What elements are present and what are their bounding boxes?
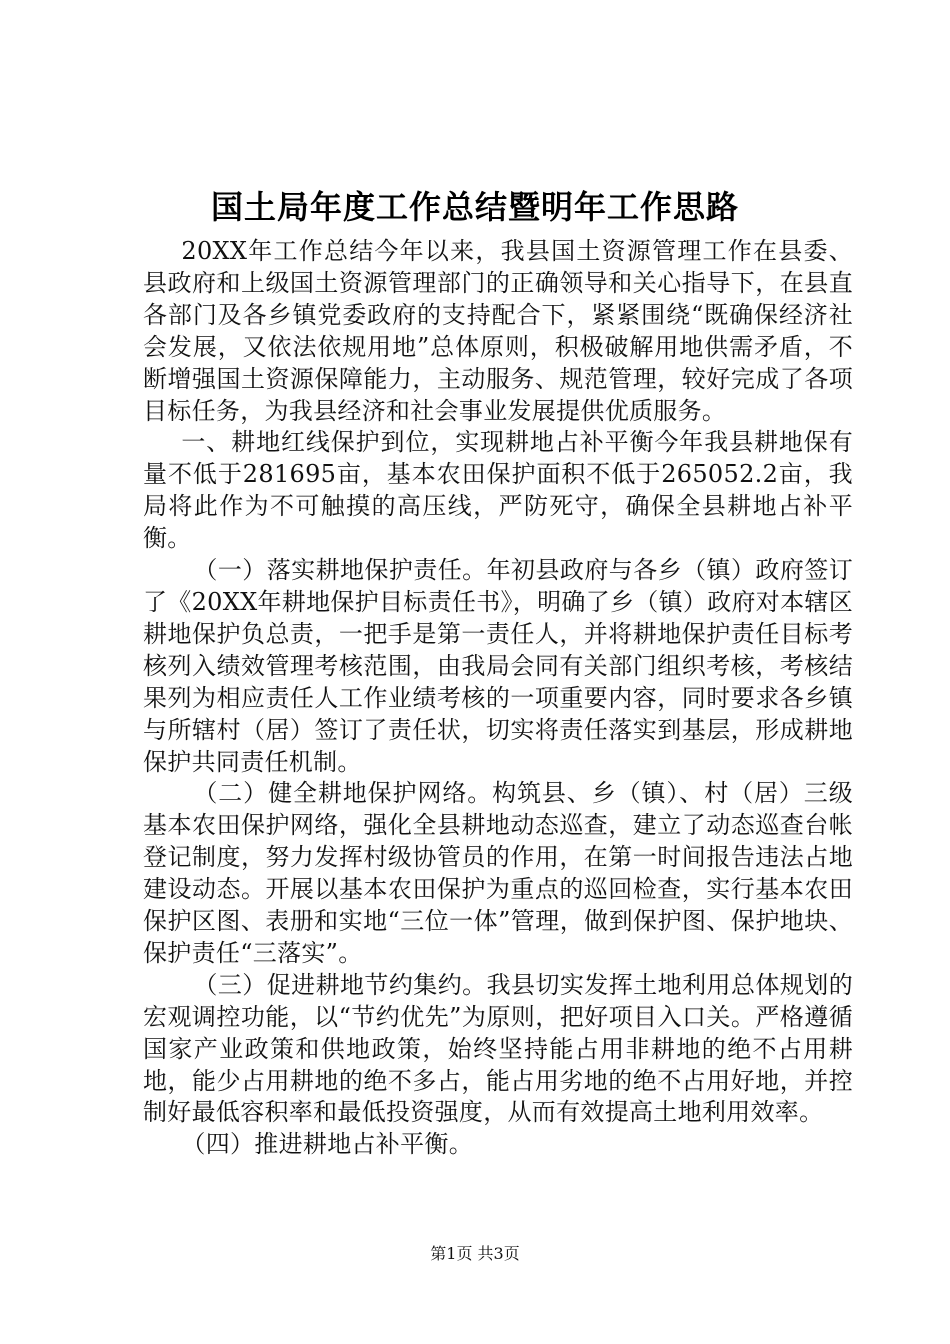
paragraph-summary-intro: 20XX年工作总结今年以来，我县国土资源管理工作在县委、县政府和上级国土资源管理部门的正确领导和关心指导下，在县直各部门及各乡镇党委政府的支持配合下，紧紧围绕“既确保经济社会发展，又依法依规用地”总体原则，积极破解用地供需矛盾，不断增强国土资源保障能力，主动服务、规范管理，较好完成了各项目标任务，为我县经济和社会事业发展提供优质服务。 xyxy=(143,237,853,425)
paragraph-subsection-3: （三）促进耕地节约集约。我县切实发挥土地利用总体规划的宏观调控功能，以“节约优先”为原则，把好项目入口关。严格遵循国家产业政策和供地政策，始终坚持能占用非耕地的绝不占用耕地，能少占用耕地的绝不多占，能占用劣地的绝不占用好地，并控制好最低容积率和最低投资强度，从而有效提高土地利用效率。 xyxy=(143,970,853,1127)
paragraph-subsection-4: （四）推进耕地占补平衡。 xyxy=(181,1130,473,1159)
paragraph-subsection-1: （一）落实耕地保护责任。年初县政府与各乡（镇）政府签订了《20XX年耕地保护目标责任书》，明确了乡（镇）政府对本辖区耕地保护负总责，一把手是第一责任人，并将耕地保护责任目标考核列入绩效管理考核范围，由我局会同有关部门组织考核，考核结果列为相应责任人工作业绩考核的一项重要内容，同时要求各乡镇与所辖村（居）签订了责任状，切实将责任落实到基层，形成耕地保护共同责任机制。 xyxy=(143,556,854,776)
paragraph-section-1-heading: 一、耕地红线保护到位，实现耕地占补平衡今年我县耕地保有量不低于281695亩，基本农田保护面积不低于265052.2亩，我局将此作为不可触摸的高压线，严防死守，确保全县耕地占补平衡。 xyxy=(143,428,853,553)
document-title: 国土局年度工作总结暨明年工作思路 xyxy=(210,188,739,226)
paragraph-subsection-2: （二）健全耕地保护网络。构筑县、乡（镇）、村（居）三级基本农田保护网络，强化全县耕地动态巡查，建立了动态巡查台帐登记制度，努力发挥村级协管员的作用，在第一时间报告违法占地建设动态。开展以基本农田保护为重点的巡回检查，实行基本农田保护区图、表册和实地“三位一体”管理，做到保护图、保护地块、保护责任“三落实”。 xyxy=(143,779,853,967)
page-number-footer: 第1页 共3页 xyxy=(430,1244,520,1263)
document-body xyxy=(143,236,853,1161)
